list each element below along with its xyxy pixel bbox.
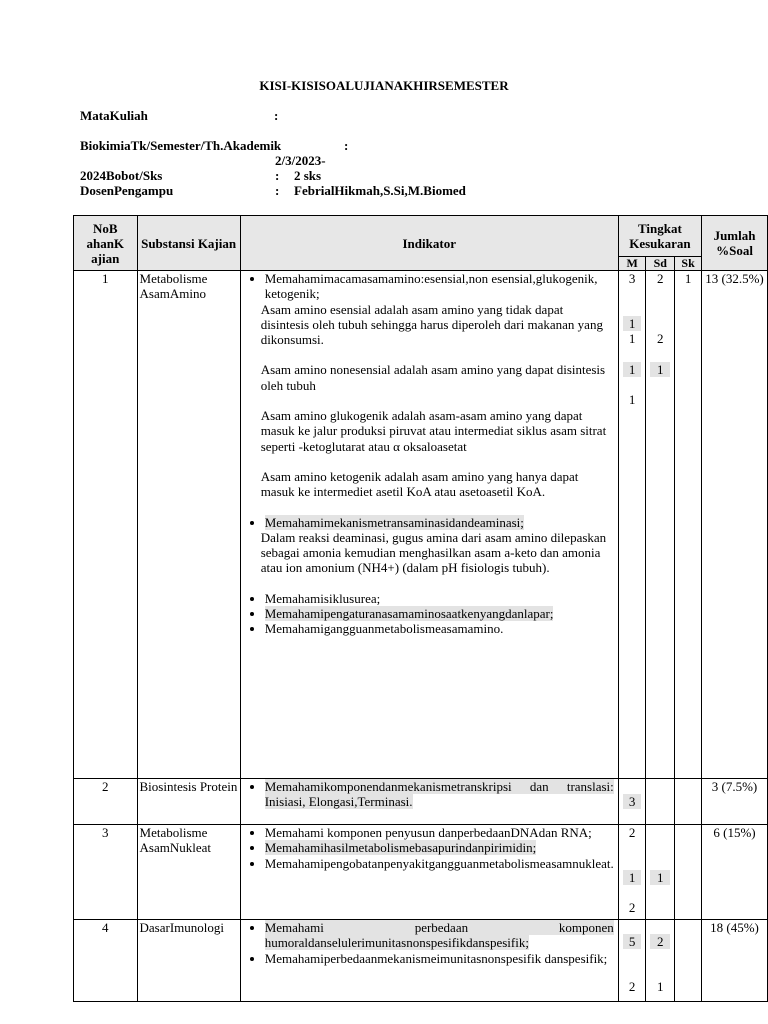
- row-jumlah: 18 (45%): [702, 920, 768, 1002]
- header-jumlah: Jumlah %Soal: [702, 216, 768, 271]
- count-value: 1: [628, 331, 636, 346]
- count-value: 3: [628, 271, 636, 286]
- bobot-label: 2024Bobot/Sks: [80, 168, 163, 183]
- count-value: 5: [623, 934, 642, 949]
- header-m: M: [618, 257, 646, 271]
- row-indikator: [240, 271, 618, 779]
- row-no: 2: [74, 779, 138, 825]
- row-indikator: [240, 779, 618, 825]
- count-value: 1: [657, 979, 664, 994]
- bobot-colon: :: [275, 168, 280, 183]
- row-indikator: [240, 825, 618, 920]
- table-row: [74, 271, 768, 779]
- row-no: 3: [74, 825, 138, 920]
- count-sk: [675, 779, 702, 825]
- count-value: 1: [684, 271, 692, 286]
- count-value: 1: [650, 362, 670, 377]
- count-m: [618, 271, 646, 779]
- dosen-label: DosenPengampu: [80, 183, 174, 198]
- row-substansi: Biosintesis Protein: [137, 779, 240, 825]
- header-indikator: Indikator: [240, 216, 618, 271]
- count-m: [618, 920, 646, 1002]
- count-sk: [675, 271, 702, 779]
- row-indikator: [240, 920, 618, 1002]
- indikator-item: • Memahamimacamasamamino:esensial,non esensial,glukogenik, ketogenik;: [265, 271, 614, 302]
- count-value: 3: [623, 794, 642, 809]
- row-no: 4: [74, 920, 138, 1002]
- indikator-note: Asam amino glukogenik adalah asam-asam amino yang dapat masuk ke jalur produksi piruvat atau intermediat siklus asam sitrat seperti -ketoglutarat atau α oksaloasetat: [260, 408, 607, 454]
- count-value: 1: [623, 870, 642, 885]
- header-sd: Sd: [646, 257, 675, 271]
- document-title: KISI-KISISOALUJIANAKHIRSEMESTER: [259, 78, 509, 93]
- header-sk: Sk: [675, 257, 702, 271]
- prodi-label: BiokimiaTk/Semester/Th.Akademik: [80, 138, 282, 153]
- row-substansi: DasarImunologi: [137, 920, 240, 1002]
- count-m: [618, 825, 646, 920]
- count-value: 2: [628, 900, 636, 915]
- mata-kuliah-label: MataKuliah: [80, 108, 148, 123]
- count-value: 2: [628, 825, 636, 840]
- dosen-value: FebrialHikmah,S.Si,M.Biomed: [294, 183, 466, 198]
- prodi-colon: :: [344, 138, 349, 153]
- header-substansi: Substansi Kajian: [137, 216, 240, 271]
- count-sd: [646, 825, 675, 920]
- count-m: [618, 779, 646, 825]
- count-value: 2: [628, 979, 636, 994]
- header-no: NoB ahanK ajian: [74, 216, 138, 271]
- row-jumlah: 3 (7.5%): [702, 779, 768, 825]
- count-sd: [646, 920, 675, 1002]
- count-value: 1: [628, 392, 636, 407]
- count-value: 1: [623, 362, 642, 377]
- dosen-colon: :: [275, 183, 280, 198]
- indikator-item: • Memahami komponen penyusun danperbedaanDNAdan RNA;: [265, 825, 614, 840]
- indikator-note: Dalam reaksi deaminasi, gugus amina dari asam amino dilepaskan sebagai amonia kemudian menghasilkan asam a-keto dan amonia atau ion amonium (NH4+) (dalam pH fisiologis tubuh).: [260, 529, 607, 576]
- indikator-note: Asam amino ketogenik adalah asam amino yang hanya dapat masuk ke intermediet asetil KoA atau asetoasetil KoA.: [260, 468, 579, 500]
- indikator-item: Memahamimekanismetransaminasidandeaminasi;: [264, 514, 524, 530]
- count-value: 2: [650, 934, 670, 949]
- table-row: [74, 920, 768, 1002]
- indikator-item: • Memahamipengobatanpenyakitgangguanmetabolismeasamnukleat.: [265, 856, 614, 871]
- count-sk: [675, 825, 702, 920]
- kisi-kisi-table: [73, 215, 768, 1002]
- row-jumlah: 13 (32.5%): [702, 271, 768, 779]
- indikator-item: • Memahamiperbedaanmekanismeimunitasnonspesifik danspesifik;: [265, 951, 614, 966]
- row-no: 1: [74, 271, 138, 779]
- tahun-akademik-value: 2/3/2023-: [275, 153, 326, 168]
- count-sk: [675, 920, 702, 1002]
- row-substansi: Metabolisme AsamAmino: [137, 271, 240, 779]
- table-row: [74, 779, 768, 825]
- header-tingkat-kesukaran: Tingkat Kesukaran: [618, 216, 701, 257]
- indikator-note: Asam amino esensial adalah asam amino yang tidak dapat disintesis oleh tubuh sehingga harus diperoleh dari makanan yang dikonsumsi.: [260, 301, 603, 348]
- count-sd: [646, 271, 675, 779]
- count-value: 2: [657, 271, 664, 286]
- indikator-item: Memahamihasilmetabolismebasapurindanpirimidin;: [264, 840, 537, 856]
- row-substansi: Metabolisme AsamNukleat: [137, 825, 240, 920]
- bobot-value: 2 sks: [294, 168, 322, 183]
- indikator-item: Memahamipengaturanasamaminosaatkenyangdanlapar;: [264, 606, 554, 622]
- count-value: 1: [623, 316, 642, 331]
- indikator-item: Memahami perbedaan komponen humoraldanselulerimunitasnonspesifikdanspesifik;: [264, 920, 614, 951]
- indikator-item: Memahamikomponendanmekanismetranskripsi dan translasi: Inisiasi, Elongasi,Terminasi.: [264, 779, 614, 810]
- indikator-note: Asam amino nonesensial adalah asam amino yang dapat disintesis oleh tubuh: [260, 362, 606, 393]
- indikator-item: • Memahamigangguanmetabolismeasamamino.: [265, 621, 614, 636]
- row-jumlah: 6 (15%): [702, 825, 768, 920]
- table-row: [74, 825, 768, 920]
- count-value: 2: [657, 331, 664, 346]
- indikator-item: • Memahamisiklusurea;: [265, 591, 614, 606]
- count-value: 1: [650, 870, 670, 885]
- mata-kuliah-colon: :: [274, 108, 279, 123]
- count-sd: [646, 779, 675, 825]
